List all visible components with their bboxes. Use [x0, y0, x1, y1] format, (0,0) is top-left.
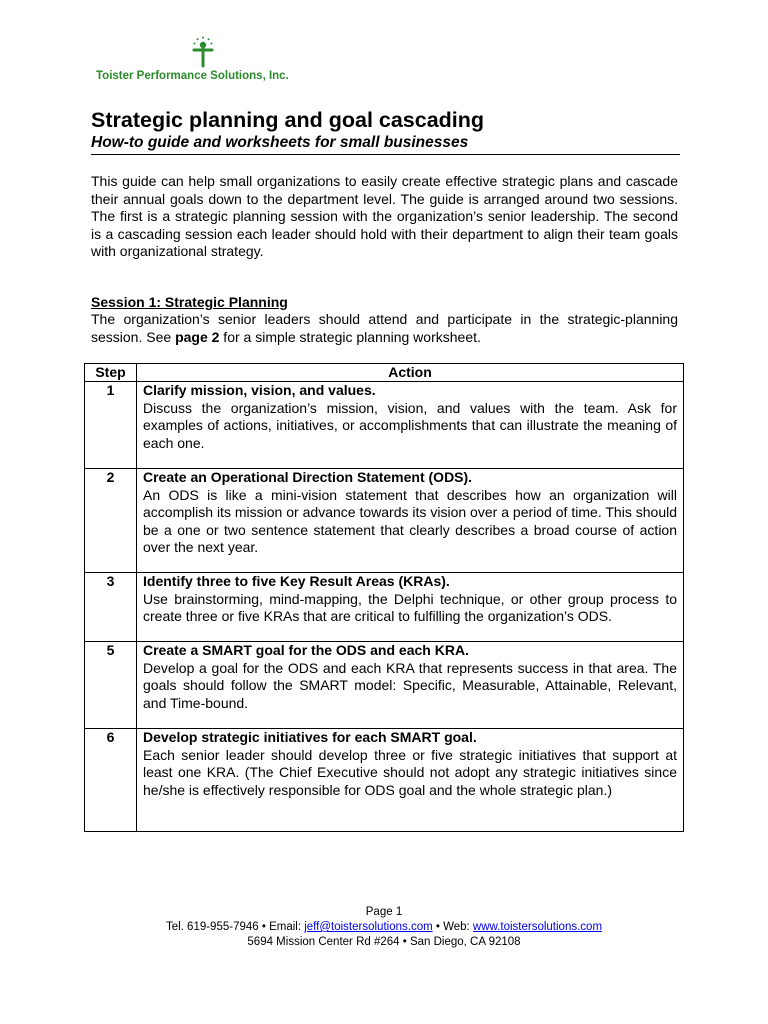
footer-contact	[0, 920, 768, 935]
page-subtitle: How-to guide and worksheets for small businesses	[91, 134, 469, 151]
footer-address: 5694 Mission Center Rd #264 • San Diego, CA 92108	[247, 936, 521, 948]
company-name: Toister Performance Solutions, Inc.	[96, 70, 289, 82]
step-number: 2	[85, 469, 137, 573]
table-row	[85, 382, 684, 469]
page-2-reference: page 2	[175, 328, 220, 345]
step-action	[137, 469, 684, 573]
step-action-body: Use brainstorming, mind-mapping, the Delphi technique, or other group process to create three or five KRAs that are critical to fulfilling the organization’s ODS.	[143, 590, 677, 624]
email-link[interactable]: jeff@toistersolutions.com	[304, 921, 433, 933]
page-number: Page 1	[365, 906, 403, 918]
step-action-title: Identify three to five Key Result Areas (KRAs).	[143, 573, 450, 589]
step-action-body: Develop a goal for the ODS and each KRA that represents success in that area. The goals should follow the SMART model: Specific, Measurable, Attainable, Relevant, and Time-bound.	[143, 659, 677, 711]
intro-paragraph: This guide can help small organizations to easily create effective strategic plans and cascade their annual goals down to the department level. The guide is arranged around two sessions. The first is a strategic planning session with the organization’s senior leadership. The second is a cascading session each leader should hold with their department to align their team goals with organizational strategy.	[91, 173, 678, 259]
company-logo	[96, 36, 326, 86]
step-action-body: An ODS is like a mini-vision statement that describes how an organization will accomplish its mission or advance towards its vision over a period of time. This should be a one or two sentence statement that clearly describes a broad course of action over the next year.	[143, 486, 677, 555]
table-row	[85, 469, 684, 573]
action-column-header: Action	[137, 364, 684, 382]
session-1-heading: Session 1: Strategic Planning	[91, 294, 288, 310]
session-1-text-before: The organization’s senior leaders should attend and participate in the strategic-planning session. See	[91, 311, 678, 345]
step-action-title: Create an Operational Direction Statement (ODS).	[143, 469, 473, 485]
footer-web-label: • Web:	[432, 921, 473, 933]
step-number: 3	[85, 573, 137, 642]
session-1-text-after: for a simple strategic planning worksheet.	[219, 328, 481, 345]
step-action-title: Create a SMART goal for the ODS and each KRA.	[143, 642, 469, 658]
page-title: Strategic planning and goal cascading	[91, 108, 485, 132]
step-action	[137, 382, 684, 469]
website-link[interactable]: www.toistersolutions.com	[472, 921, 603, 933]
table-row	[85, 642, 684, 729]
step-action	[137, 729, 684, 832]
table-header-row	[85, 364, 684, 382]
figure-with-sun-icon	[188, 36, 218, 68]
table-row	[85, 729, 684, 832]
step-action	[137, 642, 684, 729]
table-row	[85, 573, 684, 642]
title-divider	[91, 154, 680, 155]
step-number: 6	[85, 729, 137, 832]
step-action-body: Discuss the organization’s mission, vision, and values with the team. Ask for examples of actions, initiatives, or accomplishments that can illustrate the meaning of each one.	[143, 399, 677, 451]
step-action	[137, 573, 684, 642]
step-column-header: Step	[85, 364, 137, 382]
step-action-body: Each senior leader should develop three or five strategic initiatives that support at least one KRA. (The Chief Executive should not adopt any strategic initiatives since he/she is effectively responsible for ODS goal and the whole strategic plan.)	[143, 746, 677, 798]
step-number: 1	[85, 382, 137, 469]
step-action-title: Develop strategic initiatives for each SMART goal.	[143, 729, 477, 745]
step-action-title: Clarify mission, vision, and values.	[143, 382, 376, 398]
session-1-description	[91, 311, 678, 346]
footer-tel: Tel. 619-955-7946 • Email:	[165, 921, 305, 933]
steps-table	[84, 363, 684, 832]
step-number: 5	[85, 642, 137, 729]
